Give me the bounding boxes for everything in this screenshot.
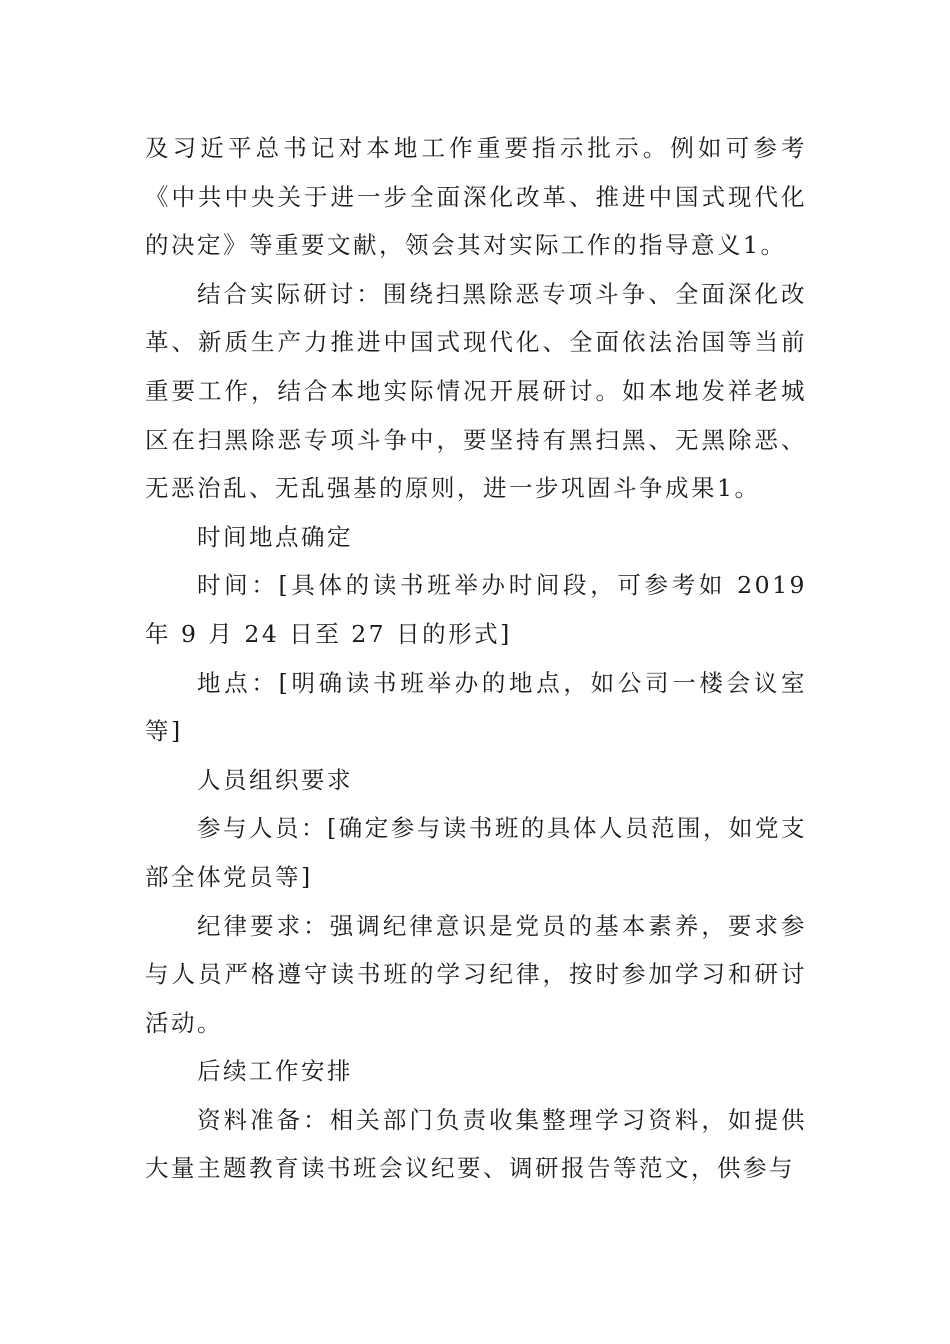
heading-follow-up: 后续工作安排: [197, 1057, 353, 1086]
paragraph-discipline: 纪律要求：强调纪律意识是党员的基本素养，要求参与人员严格遵守读书班的学习纪律，按时参加学习和研讨活动。: [145, 911, 807, 1037]
heading-personnel-requirements: 人员组织要求: [197, 765, 353, 794]
paragraph-materials: 资料准备：相关部门负责收集整理学习资料，如提供大量主题教育读书班会议纪要、调研报告等范文，供参与: [145, 1105, 807, 1183]
paragraph-location: 地点：[明确读书班举办的地点，如公司一楼会议室等]: [145, 668, 807, 746]
paragraph-time: 时间：[具体的读书班举办时间段，可参考如 2019 年 9 月 24 日至 27 日的形式]: [145, 571, 807, 648]
paragraph-guidance-continuation: 及习近平总书记对本地工作重要指示批示。例如可参考《中共中央关于进一步全面深化改革、推进中国式现代化的决定》等重要文献，领会其对实际工作的指导意义1。: [145, 134, 807, 260]
paragraph-participants: 参与人员：[确定参与读书班的具体人员范围，如党支部全体党员等]: [145, 814, 807, 891]
heading-time-location: 时间地点确定: [197, 522, 353, 551]
document-page: [145, 124, 807, 1193]
paragraph-practical-discussion: 结合实际研讨：围绕扫黑除恶专项斗争、全面深化改革、新质生产力推进中国式现代化、全面依法治国等当前重要工作，结合本地实际情况开展研讨。如本地发祥老城区在扫黑除恶专项斗争中，要坚持有黑扫黑、无黑除恶、无恶治乱、无乱强基的原则，进一步巩固斗争成果1。: [145, 279, 807, 503]
